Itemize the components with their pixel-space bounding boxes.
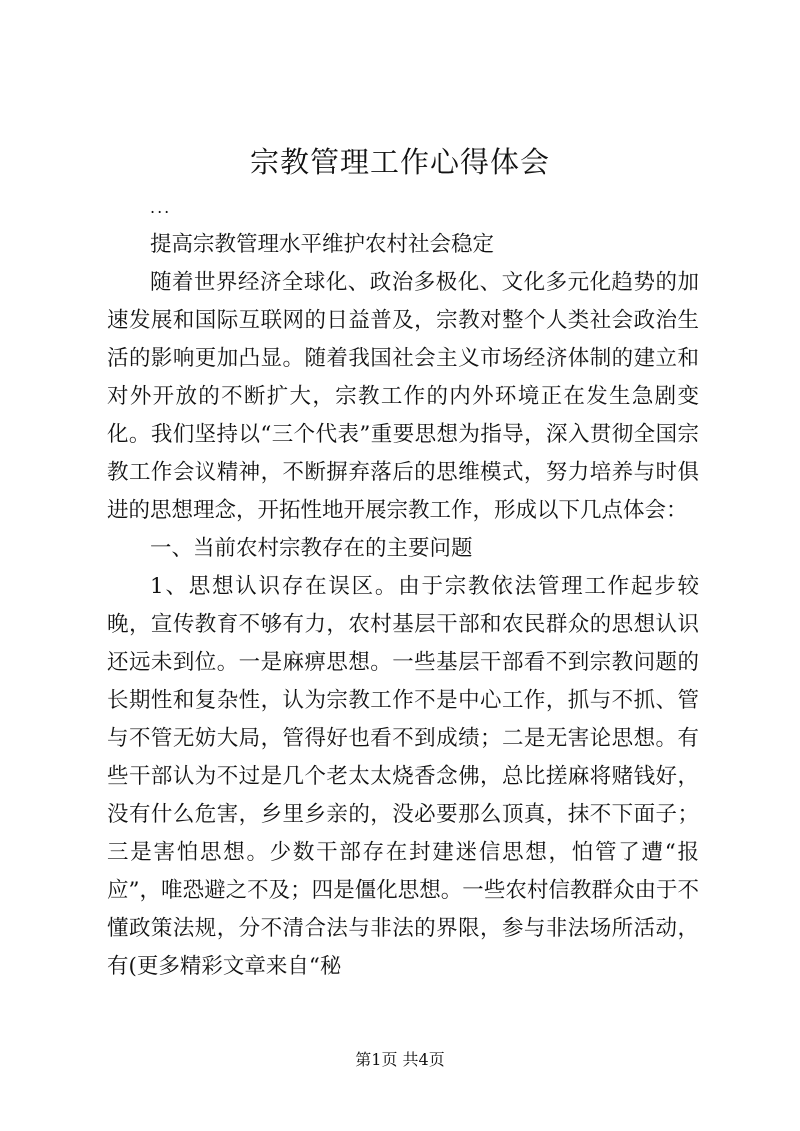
document-title: 宗教管理工作心得体会 <box>249 145 550 179</box>
document-body <box>107 226 699 986</box>
section-heading: 一、当前农村宗教存在的主要问题 <box>150 536 473 561</box>
subtitle-paragraph: 提高宗教管理水平维护农村社会稳定 <box>150 232 495 257</box>
intro-paragraph: 随着世界经济全球化、政治多极化、文化多元化趋势的加速发展和国际互联网的日益普及，宗教对整个人类社会政治生活的影响更加凸显。随着我国社会主义市场经济体制的建立和对外开放的不断扩大，宗教工作的内外环境正在发生急剧变化。我们坚持以“三个代表”重要思想为指导，深入贯彻全国宗教工作会议精神，不断摒弃落后的思维模式，努力培养与时俱进的思想理念，开拓性地开展宗教工作，形成以下几点体会： <box>107 270 699 523</box>
ellipsis-marker: ... <box>150 198 172 217</box>
body-paragraph: 1、思想认识存在误区。由于宗教依法管理工作起步较晚，宣传教育不够有力，农村基层干部和农民群众的思想认识还远未到位。一是麻痹思想。一些基层干部看不到宗教问题的长期性和复杂性，认为宗教工作不是中心工作，抓与不抓、管与不管无妨大局，管得好也看不到成绩；二是无害论思想。有些干部认为不过是几个老太太烧香念佛，总比搓麻将赌钱好，没有什么危害，乡里乡亲的，没必要那么顶真，抹不下面子；三是害怕思想。少数干部存在封建迷信思想，怕管了遭“报应”，唯恐避之不及；四是僵化思想。一些农村信教群众由于不懂政策法规，分不清合法与非法的界限，参与非法场所活动，有(更多精彩文章来自“秘 <box>107 574 699 979</box>
page-footer: 第1页 共4页 <box>355 1050 445 1069</box>
